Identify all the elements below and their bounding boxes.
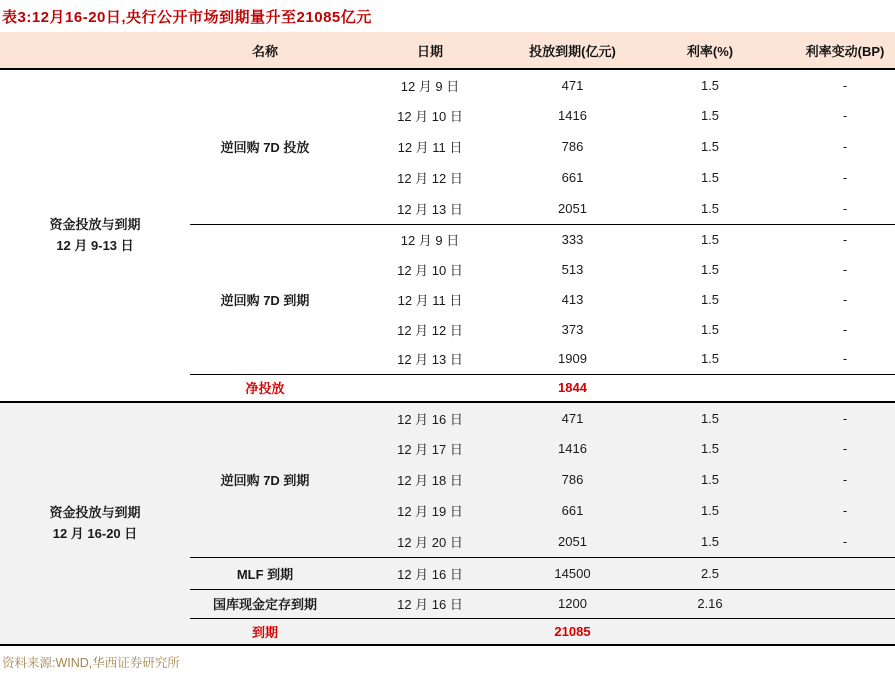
cell-rate: 1.5 [625,344,795,374]
section-dec9-13 [0,69,895,402]
cell-date: 12 月 16 日 [397,411,463,427]
cell-name: 国库现金定存到期 [190,589,340,618]
cell-amount: 661 [561,503,584,518]
cell-rate: 1.5 [700,472,720,487]
group-name-cell: 逆回购 7D 到期 [190,402,340,557]
summary-label: 到期 [190,618,340,645]
cell-rate-change: - [842,441,848,456]
cell-rate-change: - [795,193,895,224]
column-header-blank [0,32,190,69]
cell-rate: 1.5 [700,170,720,185]
group-name-cell: 逆回购 7D 到期 [190,224,340,374]
cell-date: 12 月 18 日 [397,473,463,488]
cell-rate: 1.5 [700,231,720,247]
cell-rate: 1.5 [700,108,720,123]
cell-date [340,374,520,402]
cell-rate-change: - [842,108,848,123]
cell-rate [625,618,795,645]
cell-rate-change: - [842,139,848,154]
summary-label: 净投放 [190,374,340,402]
cell-rate: 1.5 [700,139,720,154]
cell-date [340,618,520,645]
column-header-amount: 投放到期(亿元) [520,32,625,69]
cell-date: 12 月 12 日 [397,322,463,338]
cell-amount: 471 [561,77,584,93]
cell-rate [625,374,795,402]
summary-amount: 21085 [520,618,625,645]
cell-rate: 1.5 [625,193,795,224]
cell-amount: 1416 [558,441,587,456]
column-header-rate: 利率(%) [625,32,795,69]
cell-date: 12 月 16 日 [340,589,520,618]
cell-amount: 1909 [520,344,625,374]
cell-rate: 1.5 [700,291,720,307]
cell-rate: 1.5 [700,410,720,426]
cell-rate: 1.5 [700,321,720,337]
section-dec16-20 [0,402,895,645]
cell-rate-change: - [842,261,848,277]
cell-rate-change [795,557,895,589]
cell-date: 12 月 20 日 [340,526,520,557]
cell-date: 12 月 16 日 [340,557,520,589]
column-header-rate-change: 利率变动(BP) [795,32,895,69]
section-label [0,69,190,402]
table-header [0,32,895,69]
cell-amount: 786 [561,139,584,154]
cell-rate-change: - [842,472,848,487]
cell-date: 12 月 11 日 [397,140,463,155]
cell-rate: 1.5 [700,503,720,518]
table-row [0,69,895,100]
cell-amount: 413 [561,291,584,307]
cell-date: 12 月 13 日 [340,344,520,374]
header-row [0,32,895,69]
cell-rate-change [795,589,895,618]
cell-rate-change: - [795,526,895,557]
column-header-date: 日期 [340,32,520,69]
cell-amount: 373 [561,321,584,337]
table-title: 表3:12月16-20日,央行公开市场到期量升至21085亿元 [2,9,372,26]
summary-amount: 1844 [520,374,625,402]
cell-amount: 1416 [558,108,587,123]
cell-rate-change [795,374,895,402]
cell-date: 12 月 9 日 [400,78,460,94]
section-label [0,402,190,645]
cell-rate: 1.5 [700,77,720,93]
cell-rate-change: - [842,291,848,307]
cell-rate-change: - [842,77,848,93]
cell-rate-change: - [842,503,848,518]
cell-rate-change: - [795,344,895,374]
cell-rate-change: - [842,170,848,185]
source-note: 资料来源:WIND,华西证券研究所 [2,656,180,670]
cell-date: 12 月 13 日 [340,193,520,224]
cell-date: 12 月 17 日 [397,442,463,457]
cell-rate-change: - [842,410,848,426]
section-label-line2: 12 月 16-20 日 [52,525,138,541]
cell-amount: 513 [561,261,584,277]
cell-amount: 1200 [520,589,625,618]
cell-rate: 1.5 [700,441,720,456]
cell-date: 12 月 9 日 [400,232,460,248]
section-label-line2: 12 月 9-13 日 [56,237,134,253]
cell-amount: 333 [561,231,584,247]
cell-amount: 2051 [520,193,625,224]
cell-date: 12 月 19 日 [397,504,463,519]
cell-rate-change: - [842,231,848,247]
cell-rate: 1.5 [625,526,795,557]
column-header-name: 名称 [190,32,340,69]
cell-rate-change [795,618,895,645]
cell-rate: 1.5 [700,261,720,277]
cell-amount: 786 [561,472,584,487]
cell-amount: 14500 [520,557,625,589]
cell-amount: 471 [561,410,584,426]
cell-amount: 2051 [520,526,625,557]
cell-rate: 2.5 [625,557,795,589]
ops-table [0,32,895,646]
cell-date: 12 月 12 日 [397,171,463,186]
cell-date: 12 月 10 日 [397,262,463,278]
cell-date: 12 月 11 日 [397,292,463,308]
section-label-line1: 资金投放与到期 [49,217,141,233]
cell-amount: 661 [561,170,584,185]
cell-date: 12 月 10 日 [397,109,463,124]
section-label-line1: 资金投放与到期 [49,505,141,521]
cell-rate-change: - [842,321,848,337]
group-name-cell: 逆回购 7D 投放 [190,69,340,224]
cell-rate: 2.16 [625,589,795,618]
cell-name: MLF 到期 [190,557,340,589]
table-row [0,402,895,433]
